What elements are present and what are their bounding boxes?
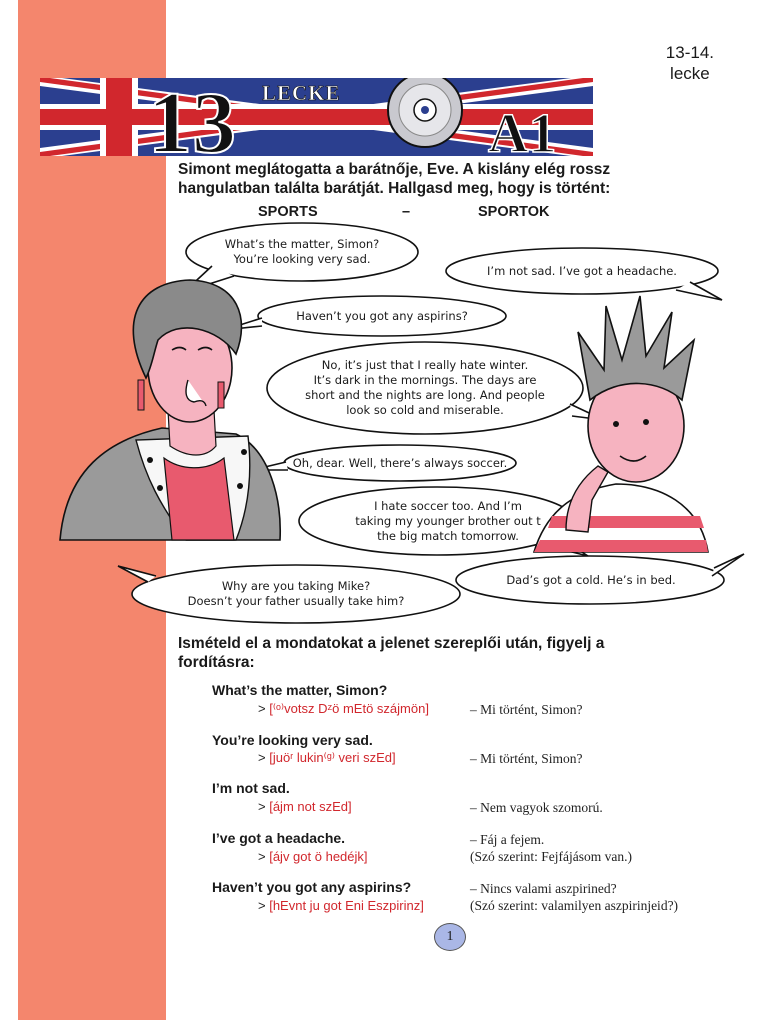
- translation-line: – Mi történt, Simon?: [470, 702, 583, 717]
- bubble-line: short and the nights are long. And people: [305, 388, 545, 402]
- topic-hungarian: SPORTOK: [478, 204, 550, 220]
- bubble-line: look so cold and miserable.: [346, 403, 504, 417]
- speech-bubble-5: [290, 456, 510, 471]
- phonetic-text: [ájm not szEd]: [269, 799, 352, 814]
- bubble-line: No, it’s just that I really hate winter.: [321, 358, 529, 372]
- page-number-badge: 1: [434, 923, 466, 951]
- phrase-phonetic: > [hEvnt ju got Eni Eszpirinz]: [258, 898, 424, 913]
- phrase-english: What’s the matter, Simon?: [212, 682, 388, 698]
- practice-heading: Ismételd el a mondatokat a jelenet szereplői után, figyelj a fordításra:: [178, 635, 605, 671]
- speech-bubble-7: [146, 579, 446, 609]
- bubble-line: Haven’t you got any aspirins?: [296, 309, 468, 323]
- translation-line: (Szó szerint: Fejfájásom van.): [470, 849, 632, 864]
- translation-line: – Fáj a fejem.: [470, 832, 545, 847]
- phonetic-text: [ájv got ö hedéjk]: [269, 849, 368, 864]
- bubble-line: Why are you taking Mike?: [221, 579, 371, 593]
- banner-level: A1: [488, 103, 557, 156]
- translation-line: – Mi történt, Simon?: [470, 751, 583, 766]
- phrase-english: I’ve got a headache.: [212, 830, 346, 846]
- translation-line: – Nincs valami aszpirined?: [470, 881, 617, 896]
- bubble-line: Doesn’t your father usually take him?: [187, 594, 405, 608]
- phonetic-text: [juöʳ lukin⁽ᵍ⁾ veri szEd]: [269, 750, 396, 765]
- phrase-phonetic: > [ájm not szEd]: [258, 799, 352, 814]
- phrase-hungarian: [470, 831, 632, 865]
- topic-english: SPORTS: [258, 204, 318, 220]
- bubble-line: It’s dark in the mornings. The days are: [313, 373, 537, 387]
- phonetic-text: [⁽ᵒ⁾votsz Dᶻö mEtö szájmön]: [269, 701, 429, 716]
- speech-bubble-6: [332, 499, 564, 544]
- bubble-line: Oh, dear. Well, there’s always soccer.: [292, 456, 508, 470]
- bubble-line: taking my younger brother out t: [355, 514, 541, 528]
- topic-dash: –: [402, 204, 411, 220]
- phrase-hungarian: [470, 880, 678, 914]
- bubble-line: Dad’s got a cold. He’s in bed.: [506, 573, 676, 587]
- phrase-hungarian: [470, 701, 583, 718]
- phrase-english: You’re looking very sad.: [212, 732, 373, 748]
- lesson-number: 13-14.: [665, 43, 714, 62]
- bubble-line: You’re looking very sad.: [233, 252, 371, 266]
- phrase-english: Haven’t you got any aspirins?: [212, 879, 412, 895]
- phonetic-text: [hEvnt ju got Eni Eszpirinz]: [269, 898, 424, 913]
- speech-bubble-8: [466, 573, 716, 588]
- phrase-phonetic: > [juöʳ lukin⁽ᵍ⁾ veri szEd]: [258, 750, 396, 765]
- translation-line: – Nem vagyok szomorú.: [470, 800, 603, 815]
- speech-bubble-2: [452, 264, 712, 279]
- bubble-line: I’m not sad. I’ve got a headache.: [487, 264, 677, 278]
- intro-text: Simont meglátogatta a barátnője, Eve. A kislány elég rossz hangulatban találta barátját. Hallgasd meg, hogy is történt:: [178, 161, 611, 197]
- phrase-english: I’m not sad.: [212, 780, 290, 796]
- bubble-line: What’s the matter, Simon?: [224, 237, 380, 251]
- banner-word: LECKE: [262, 81, 341, 105]
- lesson-word: lecke: [670, 64, 710, 83]
- phrase-phonetic: > [⁽ᵒ⁾votsz Dᶻö mEtö szájmön]: [258, 701, 429, 716]
- bubble-line: I hate soccer too. And I’m: [374, 499, 522, 513]
- eve-figure: [60, 280, 280, 540]
- translation-line: (Szó szerint: valamilyen aszpirinjeid?): [470, 898, 679, 913]
- speech-bubble-1: [196, 237, 408, 267]
- speech-bubble-4: [272, 358, 578, 418]
- phrase-hungarian: [470, 750, 583, 767]
- speech-bubble-3: [262, 309, 502, 324]
- bubble-line: the big match tomorrow.: [377, 529, 519, 543]
- phrase-hungarian: [470, 799, 603, 816]
- phrase-phonetic: > [ájv got ö hedéjk]: [258, 849, 368, 864]
- banner-number: 13: [148, 78, 236, 156]
